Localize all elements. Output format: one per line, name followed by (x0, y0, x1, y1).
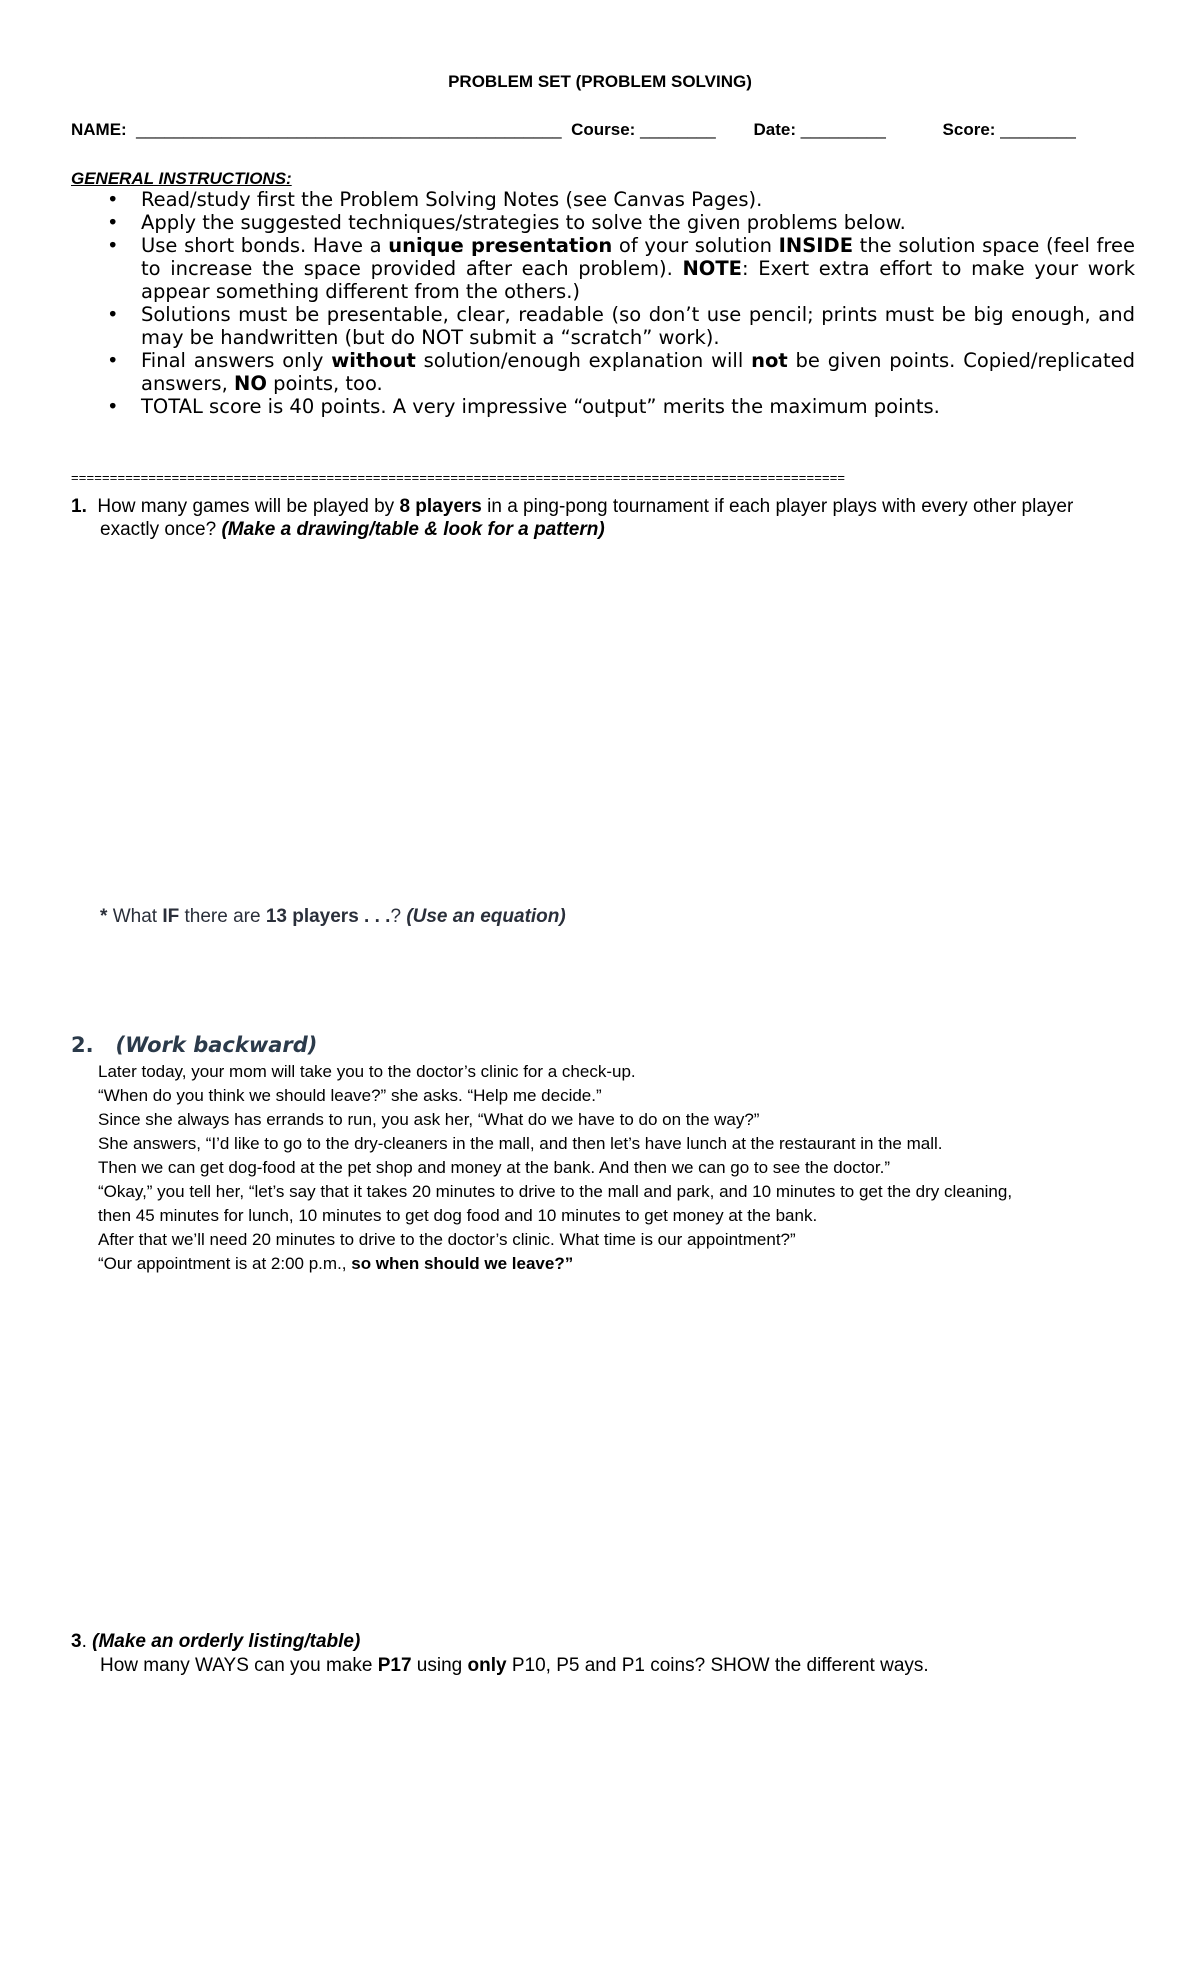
problem-2-line: Later today, your mom will take you to the doctor’s clinic for a check-up. (98, 1062, 636, 1081)
name-blank: _____________________________________________ (136, 120, 562, 139)
problem-3-number: 3 (71, 1631, 82, 1652)
score-label: Score: (942, 120, 996, 139)
bullet-icon: • (107, 349, 119, 372)
problem-2-heading (71, 1033, 317, 1057)
problem-2-line: Since she always has errands to run, you ask her, “What do we have to do on the way?” (98, 1110, 760, 1129)
instruction-item: • TOTAL score is 40 points. A very impressive “output” merits the maximum points. (107, 395, 940, 418)
date-label: Date: (753, 120, 797, 139)
instruction-item: • Read/study first the Problem Solving Notes (see Canvas Pages). (107, 188, 763, 211)
problem-1-number: 1. (71, 496, 87, 517)
instruction-item: • Use short bonds. Have a unique presentation of your solution INSIDE the solution space (feel free to increase the space provided after each problem). NOTE: Exert extra effort to make your work appear something different from the others.) (107, 234, 1135, 303)
problem-3-heading: 3. (Make an orderly listing/table) (71, 1631, 361, 1652)
problem-2-line: “When do you think we should leave?” she asks. “Help me decide.” (98, 1086, 602, 1105)
separator-line: ==================================================================================================== (71, 470, 846, 485)
instruction-item: • Apply the suggested techniques/strategies to solve the given problems below. (107, 211, 906, 234)
problem-2-body (98, 1060, 1012, 1276)
problem-2-line: then 45 minutes for lunch, 10 minutes to get dog food and 10 minutes to get money at the bank. (98, 1206, 818, 1225)
header-fields (71, 120, 1076, 140)
problem-2-line: “Our appointment is at 2:00 p.m., so when should we leave?” (98, 1254, 574, 1273)
problem-3-text: How many WAYS can you make P17 using only P10, P5 and P1 coins? SHOW the different ways. (100, 1655, 929, 1676)
instructions-list (71, 188, 1135, 418)
instruction-item: • Final answers only without solution/enough explanation will not be given points. Copied/replicated answers, NO points, too. (107, 349, 1135, 395)
instruction-item: • Solutions must be presentable, clear, readable (so don’t use pencil; prints must be big enough, and may be handwritten (but do NOT submit a “scratch” work). (107, 303, 1135, 349)
bullet-icon: • (107, 303, 119, 326)
bullet-icon: • (107, 395, 119, 418)
problem-1-followup-hint: (Use an equation) (406, 906, 566, 927)
problem-2-number: 2. (71, 1033, 94, 1057)
problem-1-followup: * What IF there are 13 players . . .? (Use an equation) (100, 906, 566, 927)
page-title: PROBLEM SET (PROBLEM SOLVING) (448, 72, 752, 91)
name-label: NAME: (71, 120, 127, 139)
problem-2-line: Then we can get dog-food at the pet shop and money at the bank. And then we can go to see the doctor.” (98, 1158, 890, 1177)
problem-3-hint: (Make an orderly listing/table) (92, 1631, 361, 1652)
course-label: Course: (571, 120, 636, 139)
problem-1-hint: (Make a drawing/table & look for a pattern) (221, 519, 605, 540)
bullet-icon: • (107, 234, 119, 257)
problem-1-text-line2: exactly once? (Make a drawing/table & look for a pattern) (100, 519, 605, 540)
score-blank: ________ (1000, 120, 1076, 139)
instructions-heading: GENERAL INSTRUCTIONS: (71, 169, 292, 188)
problem-1-text: 1. How many games will be played by 8 players in a ping-pong tournament if each player plays with every other player (71, 496, 1074, 517)
problem-2-line: She answers, “I’d like to go to the dry-cleaners in the mall, and then let’s have lunch at the restaurant in the mall. (98, 1134, 943, 1153)
problem-2-hint: (Work backward) (115, 1033, 318, 1057)
problem-2-line: “Okay,” you tell her, “let’s say that it takes 20 minutes to drive to the mall and park, and 10 minutes to get the dry cleaning, (98, 1182, 1013, 1201)
course-blank: ________ (640, 120, 716, 139)
problem-2-line: After that we’ll need 20 minutes to drive to the doctor’s clinic. What time is our appointment?” (98, 1230, 796, 1249)
date-blank: _________ (800, 120, 886, 139)
bullet-icon: • (107, 188, 119, 211)
bullet-icon: • (107, 211, 119, 234)
